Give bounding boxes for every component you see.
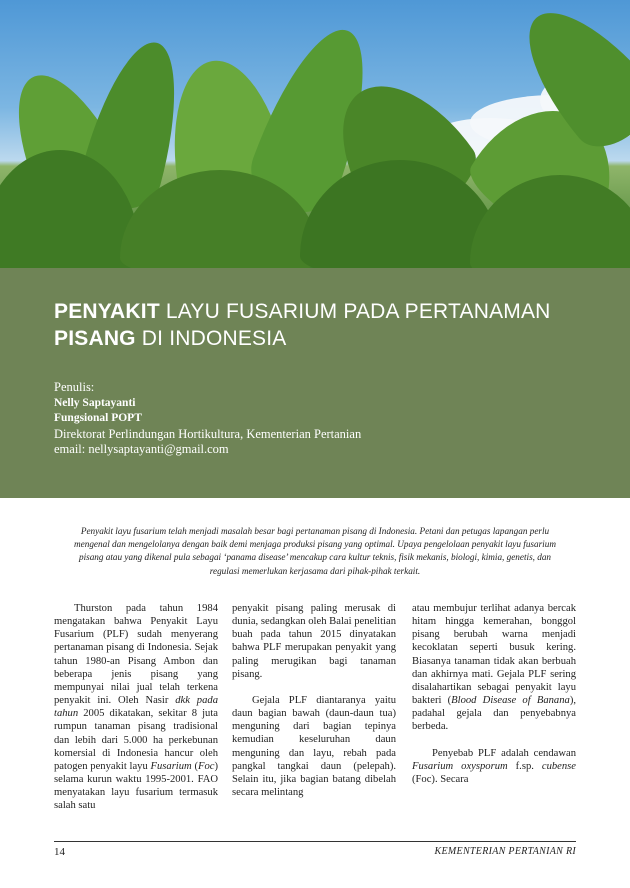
hero-photo-banana-plantation xyxy=(0,0,630,268)
page-number: 14 xyxy=(54,846,65,858)
paragraph: Penyebab PLF adalah cendawan Fusarium oxysporum f.sp. cubense (Foc). Secara xyxy=(412,747,576,785)
author-name: Nelly Saptayanti xyxy=(54,396,136,409)
body-column-1 xyxy=(54,602,218,813)
publisher-name: KEMENTERIAN PERTANIAN RI xyxy=(434,846,576,857)
author-email: email: nellysaptayanti@gmail.com xyxy=(54,442,229,456)
paragraph: penyakit pisang paling merusak di dunia, sedangkan oleh Balai penelitian buah pada tahun 2015 dinyatakan bahwa PLF merupakan penyakit yang paling merugikan bagi tanaman pisang. xyxy=(232,603,396,680)
article-title xyxy=(54,298,594,352)
paragraph: Thurston pada tahun 1984 mengatakan bahwa Penyakit Layu Fusarium (PLF) sudah menyerang pertanaman pisang di Indonesia. Sejak tahun 1980-an Pisang Ambon dan beberapa jenis pisang yang mempunyai nilai jual telah terkena penyakit ini. Oleh Nasir dkk pada tahun 2005 dikatakan, sekitar 8 juta rumpun tanaman pisang tradisional dan lebih dari 5.000 ha perkebunan komersial di Indonesia hancur oleh patogen penyakit layu Fusarium (Foc) selama kurun waktu 1995-2001. FAO menyatakan layu fusarium termasuk salah satu xyxy=(54,603,218,812)
body-column-3 xyxy=(412,602,576,786)
title-bold-word: PENYAKIT xyxy=(54,300,160,323)
body-column-2 xyxy=(232,602,396,799)
abstract: Penyakit layu fusarium telah menjadi masalah besar bagi pertanaman pisang di Indonesia. Petani dan petugas lapangan perlu mengenal dan mengelolanya dengan baik demi menjaga produksi pisang yang optimal. Upaya pengelolaan penyakit layu fusarium pisang atau yang dikenal pula sebagai ‘panama disease’ mencakup cara kultur teknis, fisik mekanis, biologi, kimia, genetis, dan regulasi memerlukan kerjasama dari pihak-pihak terkait. xyxy=(74,526,556,576)
paragraph: atau membujur terlihat adanya bercak hitam hingga kemerahan, bonggol pisang berubah warna menjadi kecoklatan seperti busuk kering. Biasanya tanaman tidak akan berbuah dan akhirnya mati. Gejala PLF sering disalahartikan sebagai penyakit layu bakteri (Blood Disease of Banana), padahal gejala dan penyebabnya berbeda. xyxy=(412,603,576,733)
paragraph: Gejala PLF diantaranya yaitu daun bagian bawah (daun-daun tua) menguning dari bagian tepinya kemudian keseluruhan daun menguning dan layu, rebah pada pangkal tangkai daun (pelepah). Selain itu, jika bagian batang dibelah secara melintang xyxy=(232,694,396,799)
author-affiliation: Direktorat Perlindungan Hortikultura, Kementerian Pertanian xyxy=(54,426,362,441)
title-band xyxy=(0,268,630,498)
title-bold-word: PISANG xyxy=(54,327,136,350)
author-role: Fungsional POPT xyxy=(54,412,142,424)
author-label: Penulis: xyxy=(54,380,95,394)
title-text: DI INDONESIA xyxy=(135,327,287,350)
author-block xyxy=(54,380,361,458)
title-text: LAYU FUSARIUM PADA PERTANAMAN xyxy=(159,300,551,323)
footer-divider xyxy=(54,841,576,842)
